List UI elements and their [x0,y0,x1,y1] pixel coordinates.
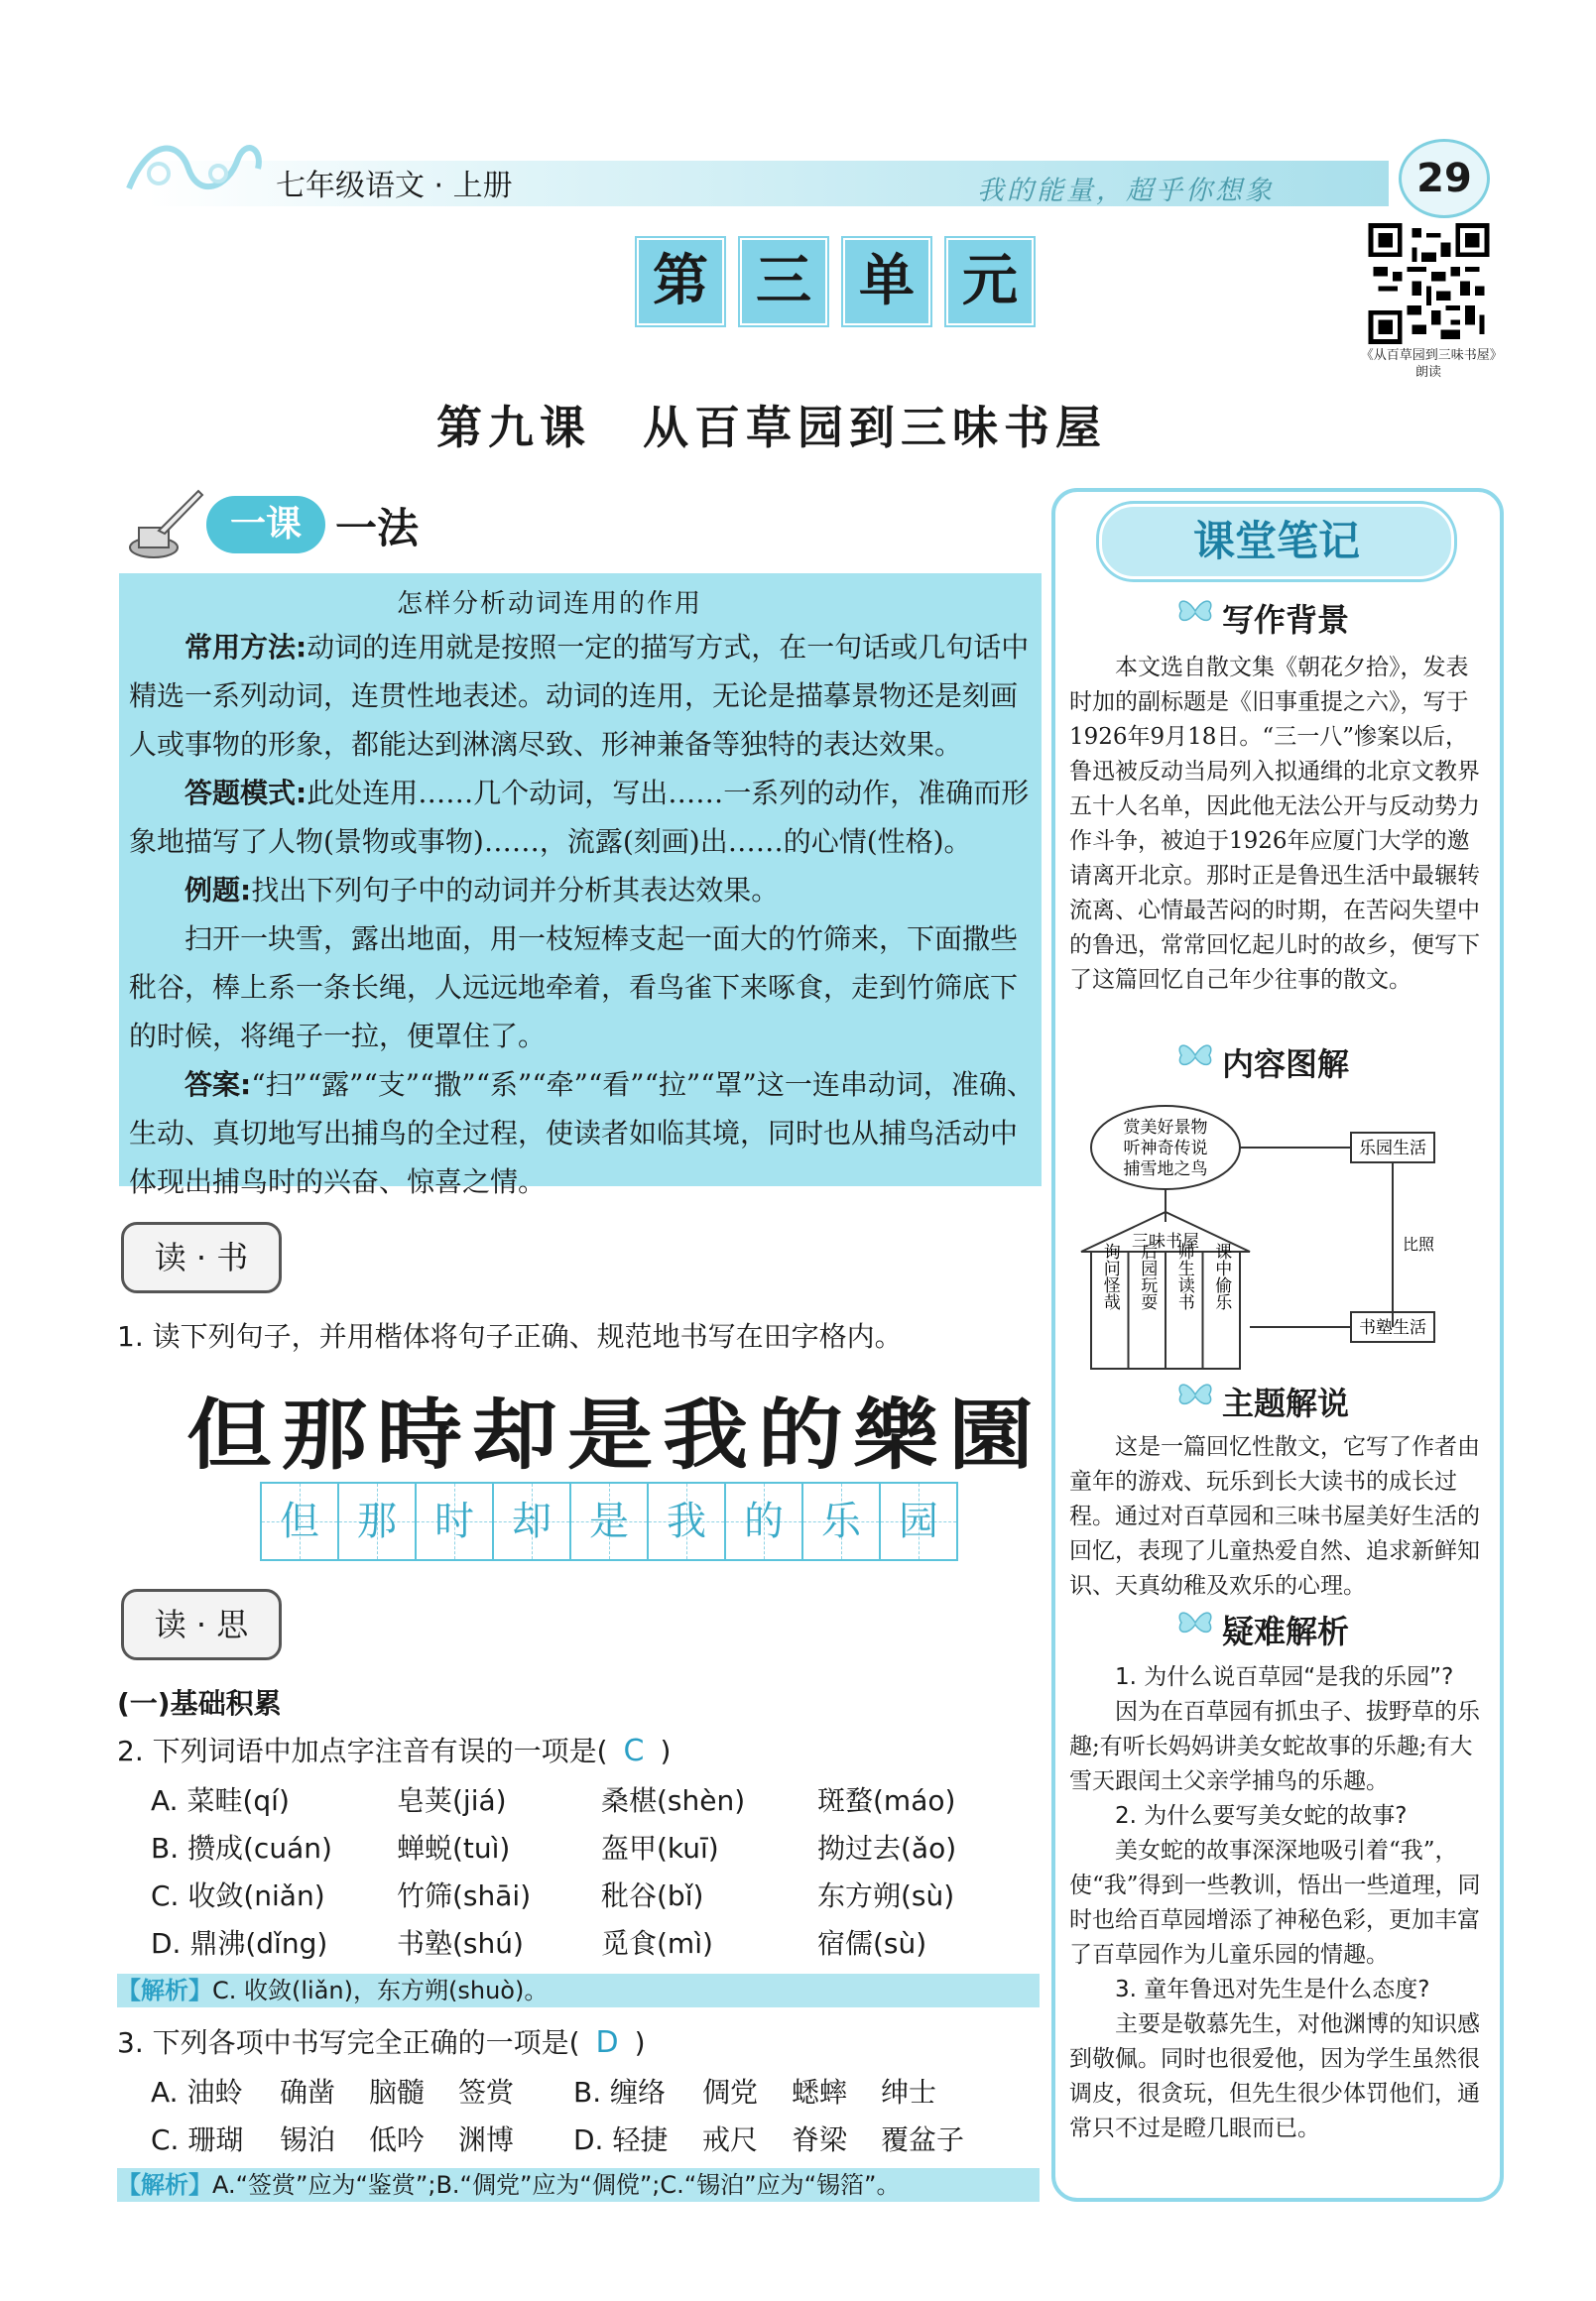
diagram-box-paradise: 乐园生活 [1359,1139,1426,1158]
explanation-tag: 【解析】 [117,2171,212,2199]
q3-explanation: 【解析】A.“签赏”应为“鉴赏”;B.“倜党”应为“倜傥”;C.“锡泊”应为“锡箔”。 [117,2168,1040,2202]
notes-heading: 内容图解 [1222,1045,1350,1083]
method-example: 扫开一块雪，露出地面，用一枝短棒支起一面大的竹筛来，下面撒些秕谷，棒上系一条长绳，人远远地牵着，看鸟雀下来啄食，走到竹筛底下的时候，将绳子一拉，便罩住了。 [129,922,1019,1052]
option-item: 蝉蜕(tuì) [397,1832,511,1865]
explanation-tag: 【解析】 [117,1977,212,2004]
option-item: 秕谷(bǐ) [601,1879,704,1912]
qr-caption: 《从百草园到三味书屋》朗读 [1360,348,1497,380]
diagram-column: 师生读书 [1173,1243,1194,1310]
option-item: D. 轻捷 [573,2123,669,2156]
notes-paragraph: 本文选自散文集《朝花夕拾》，发表时加的副标题是《旧事重提之六》，写于1926年9月18日。“三一八”惨案以后，鲁迅被反动当局列入拟通缉的北京文教界五十人名单，因此他无法公开与反动势力作斗争，被迫于1926年应厦门大学的邀请离开北京。那时正是鲁迅生活中最辗转流离、心情最苦闷的时期，在苦闷失望中的鲁迅，常常回忆起儿时的故乡，便写下了这篇回忆自己年少往事的散文。 [1069,655,1480,993]
calligraphy-sentence: 但那時却是我的樂園 [186,1390,1044,1481]
notes-heading: 写作背景 [1222,601,1350,639]
notes-answer: 美女蛇的故事深深地吸引着“我”，使“我”得到一些教训，悟出一些道理，同时也给百草园增添了神秘色彩，更加丰富了百草园作为儿童乐园的情趣。 [1069,1838,1481,1968]
question-3: 3. 下列各项中书写完全正确的一项是( D ) [117,2025,646,2060]
option-item: B. 缠络 [573,2076,667,2109]
notes-qa [1069,1660,1481,2146]
method-paragraph: 答案:“扫”“露”“支”“撒”“系”“牵”“看”“拉”“罩”这一连串动词，准确、生动、真切地写出捕鸟的全过程，使读者如临其境，同时也从捕鸟活动中体现出捕鸟时的兴奋、惊喜之情。 [129,1068,1035,1198]
option-item: B. 攒成(cuán) [151,1832,332,1865]
notes-question: 3. 童年鲁迅对先生是什么态度? [1115,1977,1430,2002]
notes-answer: 主要是敬慕先生，对他渊博的知识感到敬佩。同时也很爱他，因为学生虽然很调皮，很贪玩，但先生很少体罚他们，通常只不过是瞪几眼而已。 [1069,2011,1480,2141]
diagram-oval-line: 赏美好景物 [1123,1118,1208,1138]
option-item: 宿儒(sù) [817,1927,927,1960]
notes-heading: 疑难解析 [1222,1613,1350,1650]
option-item: A. 菜畦(qí) [151,1784,290,1817]
lesson-title: 第九课 从百草园到三味书屋 [436,401,1107,454]
question-1: 1. 读下列句子，并用楷体将句子正确、规范地书写在田字格内。 [117,1320,903,1353]
method-paragraph: 答题模式:此处连用……几个动词，写出……一系列的动作，准确而形象地描写了人物(景物或事物)……，流露(刻画)出……的心情(性格)。 [129,777,1030,858]
diagram-column: 课中偷乐 [1211,1243,1232,1310]
header-slogan: 我的能量，超乎你想象 [977,176,1275,206]
diagram-box-school: 书塾生活 [1359,1318,1426,1338]
section-label-read-think: 读 · 思 [121,1589,282,1660]
option-item: 蟋蟀 [792,2076,848,2109]
method-label-text: 一法 [335,504,420,552]
method-body [129,623,1037,1206]
answer-mark: C [623,1734,645,1768]
inkwell-quill-icon [119,486,208,565]
grid-cell: 的 [726,1482,803,1561]
butterfly-icon [1175,1379,1215,1410]
method-paragraph: 例题:找出下列句子中的动词并分析其表达效果。 [184,874,780,907]
option-item: A. 油蛉 [151,2076,243,2109]
option-item: 东方朔(sù) [817,1879,955,1912]
option-item: 覆盆子 [881,2123,965,2156]
content-diagram [1071,1103,1468,1371]
qr-code-icon[interactable] [1367,223,1491,344]
class-notes-title: 课堂笔记 [1099,504,1454,579]
option-item: 桑椹(shèn) [601,1784,746,1817]
butterfly-icon [1175,1039,1215,1071]
option-item: C. 珊瑚 [151,2123,244,2156]
option-item: 戒尺 [702,2123,759,2156]
option-item: 拗过去(ǎo) [817,1832,957,1865]
option-item: 脑髓 [369,2076,426,2109]
question-2: 2. 下列词语中加点字注音有误的一项是( C ) [117,1734,672,1768]
grid-cell: 但 [260,1482,339,1561]
grid-cell: 园 [881,1482,958,1561]
grid-cell: 时 [417,1482,494,1561]
option-item: 书塾(shú) [397,1927,524,1960]
notes-question: 1. 为什么说百草园“是我的乐园”? [1115,1664,1454,1690]
option-item: 皂荚(jiá) [397,1784,507,1817]
grid-cell: 是 [571,1482,649,1561]
option-item: 低吟 [369,2123,426,2156]
diagram-compare-label: 比照 [1403,1235,1435,1254]
answer-mark: D [595,2025,619,2060]
book-subject: 七年级语文 · 上册 [276,169,513,203]
option-item: 渊博 [458,2123,515,2156]
option-item: D. 鼎沸(dǐng) [151,1927,328,1960]
option-item: 签赏 [458,2076,515,2109]
diagram-oval-line: 捕雪地之鸟 [1123,1159,1208,1179]
page-number: 29 [1399,139,1490,218]
option-item: 锡泊 [280,2123,336,2156]
method-label-pill: 一课 [206,496,325,553]
unit-title-char: 第 [637,238,724,325]
notes-answer: 因为在百草园有抓虫子、拔野草的乐趣;有听长妈妈讲美女蛇故事的乐趣;有大雪天跟闰土父亲学捕鸟的乐趣。 [1069,1699,1480,1794]
notes-paragraph: 这是一篇回忆性散文，它写了作者由童年的游戏、玩乐到长大读书的成长过程。通过对百草园和三味书屋美好生活的回忆，表现了儿童热爱自然、追求新鲜知识、天真幼稚及欢乐的心理。 [1069,1434,1480,1599]
grid-cell: 乐 [803,1482,881,1561]
grid-cell: 那 [339,1482,417,1561]
option-item: 盔甲(kuī) [601,1832,719,1865]
butterfly-icon [1175,595,1215,627]
notes-question: 2. 为什么要写美女蛇的故事? [1115,1803,1408,1829]
option-item: 竹筛(shāi) [397,1879,532,1912]
option-item: 倜党 [702,2076,759,2109]
option-item: 确凿 [280,2076,336,2109]
flourish-ornament-icon [119,119,268,218]
grid-cell: 却 [494,1482,571,1561]
diagram-column: 询问怪哉 [1099,1243,1120,1310]
tianzige-grid [260,1482,958,1561]
section-label-read-write: 读 · 书 [121,1222,282,1293]
notes-heading: 主题解说 [1222,1385,1350,1422]
unit-title [637,238,1034,325]
grid-cell: 我 [649,1482,726,1561]
option-item: 觅食(mì) [601,1927,713,1960]
diagram-house-label: 三味书屋 [1132,1232,1199,1252]
unit-title-char: 元 [946,238,1034,325]
option-item: C. 收敛(niǎn) [151,1879,325,1912]
diagram-column: 后园玩耍 [1137,1243,1158,1310]
unit-title-char: 单 [843,238,930,325]
option-item: 斑蝥(máo) [817,1784,956,1817]
q2-explanation: 【解析】C. 收敛(liǎn)，东方朔(shuò)。 [117,1974,1040,2007]
method-box-title: 怎样分析动词连用的作用 [397,589,703,619]
subsection-title: (一)基础积累 [117,1687,282,1720]
diagram-oval-line: 听神奇传说 [1123,1139,1208,1158]
option-item: 脊梁 [792,2123,848,2156]
method-paragraph: 常用方法:动词的连用就是按照一定的描写方式，在一句话或几句话中精选一系列动词，连贯性地表述。动词的连用，无论是描摹景物还是刻画人或事物的形象，都能达到淋漓尽致、形神兼备等独特的表达效果。 [129,631,1030,761]
option-item: 绅士 [881,2076,937,2109]
butterfly-icon [1175,1607,1215,1638]
unit-title-char: 三 [740,238,827,325]
